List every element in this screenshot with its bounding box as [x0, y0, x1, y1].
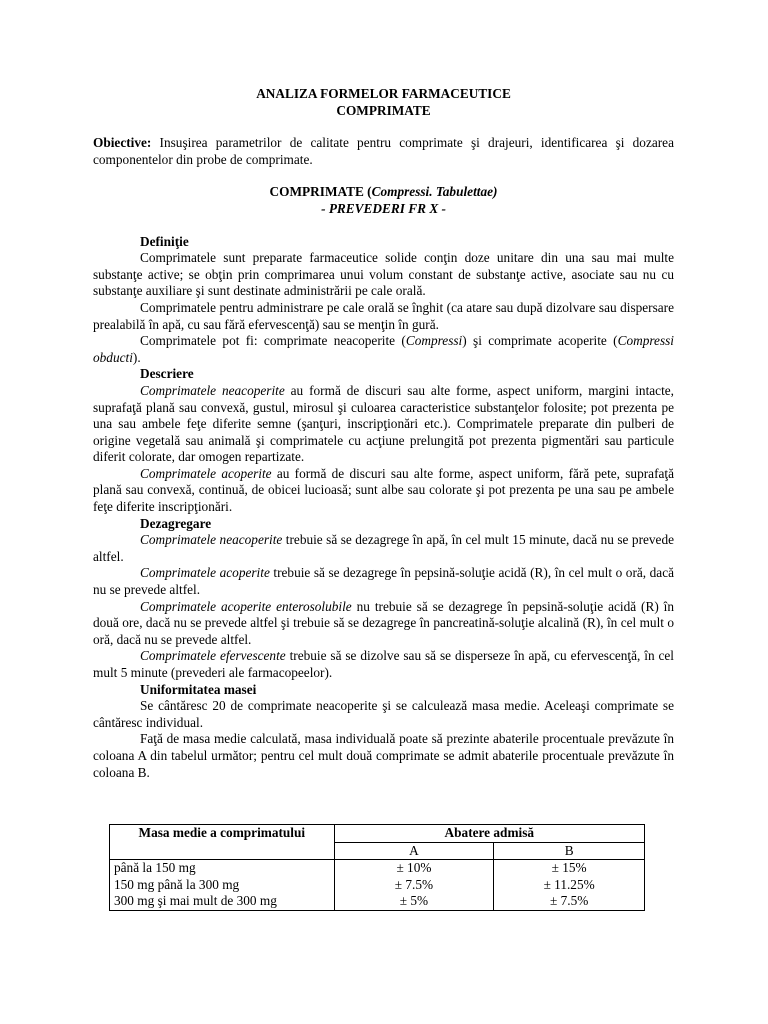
def-p3-part: ) şi comprimate acoperite (	[462, 333, 618, 349]
uniformity-heading: Uniformitatea masei	[140, 681, 257, 697]
doc-title: ANALIZA FORMELOR FARMACEUTICE	[256, 86, 511, 101]
table-row	[110, 877, 645, 894]
desc-term: Comprimatele acoperite	[140, 465, 272, 481]
cell-mass: 150 mg până la 300 mg	[110, 877, 335, 894]
uniformity-paragraph-2: Faţă de masa medie calculată, masa individuală poate să prezinte abaterile procentuale prevăzute în coloana A din tabelul următor; pentru cel mult două comprimate se admit abaterile procentuale prevăzute în coloana B.	[93, 731, 674, 780]
desc-text: au formă de discuri sau alte forme, aspect uniform, margini intacte, suprafaţă plană sau convexă, gustul, mirosul şi culoarea caracteristice substanţelor folosite; pot prezenta pe una sau ambele feţe diferite semne (şanţuri, inscripţionări etc.). Comprimatele preparate din pulberi de origine vegetală sau animală şi comprimatele cu acţiune prelungită pot prezenta pigmentări sau particule diferit colorate, dar omogen repartizate.	[93, 382, 674, 465]
def-p3-latin: Compressi	[405, 333, 463, 349]
table-row	[110, 893, 645, 910]
disaggregation-paragraph-2	[93, 565, 674, 598]
col-subheader-a: A	[334, 842, 494, 860]
table-row	[110, 860, 645, 877]
cell-mass: 300 mg şi mai mult de 300 mg	[110, 893, 335, 910]
col-header-mass: Masa medie a comprimatului	[110, 825, 335, 843]
section-title	[93, 184, 674, 201]
section-subtitle-text: - PREVEDERI FR X -	[321, 200, 446, 216]
disaggregation-paragraph-3	[93, 599, 674, 649]
objectives-paragraph	[93, 135, 674, 168]
mass-deviation-table	[109, 824, 645, 911]
cell-b: ± 11.25%	[494, 877, 645, 894]
disaggregation-heading: Dezagregare	[140, 515, 212, 531]
definition-paragraph-3	[93, 333, 674, 366]
def-p3-part: ).	[132, 349, 141, 365]
document-page	[93, 86, 674, 781]
cell-a: ± 5%	[334, 893, 494, 910]
cell-a: ± 10%	[334, 860, 494, 877]
def-p3-latin: Compressi obducti	[93, 333, 675, 365]
def-p3-part: Comprimatele pot fi: comprimate neacoperite (	[140, 333, 406, 349]
doc-subtitle: COMPRIMATE	[336, 102, 431, 118]
dez-term: Comprimatele neacoperite	[140, 532, 283, 548]
section-title-latin: Compressi. Tabulettae)	[371, 184, 498, 200]
dez-text: trebuie să se dezagrege în pepsină-soluţie acidă (R), în cel mult o oră, dacă nu se prevede altfel.	[93, 565, 674, 598]
dez-term: Comprimatele acoperite	[140, 565, 270, 581]
objectives-label: Obiective:	[93, 135, 152, 151]
disaggregation-paragraph-4	[93, 648, 674, 681]
definition-paragraph-1: Comprimatele sunt preparate farmaceutice solide conţin doze unitare din una sau mai multe substanţe active; se obţin prin comprimarea unui volum constant de substanţe active, asociate sau nu cu substanţe auxiliare şi sunt destinate administrării pe cale orală.	[93, 250, 674, 299]
cell-mass: până la 150 mg	[110, 860, 335, 877]
dez-text: trebuie să se dezagrege în apă, în cel mult 15 minute, dacă nu se prevede altfel.	[93, 532, 675, 564]
table-subheader-row	[110, 842, 645, 860]
dez-term: Comprimatele efervescente	[140, 648, 286, 664]
disaggregation-paragraph-1	[93, 532, 674, 565]
empty-cell	[110, 842, 335, 860]
table-header-row	[110, 825, 645, 843]
dez-term: Comprimatele acoperite enterosolubile	[140, 598, 352, 614]
description-paragraph-2	[93, 466, 674, 516]
col-header-deviation: Abatere admisă	[334, 825, 644, 843]
cell-a: ± 7.5%	[334, 877, 494, 894]
dez-text: trebuie să se dizolve sau să se disperseze în apă, cu efervescenţă, în cel mult 5 minute (prevederi ale farmacopeelor).	[93, 648, 674, 680]
section-subtitle	[93, 201, 674, 218]
description-heading: Descriere	[140, 366, 194, 382]
description-paragraph-1	[93, 383, 674, 466]
col-subheader-b: B	[494, 842, 645, 860]
objectives-text: Insuşirea parametrilor de calitate pentru comprimate şi drajeuri, identificarea şi dozarea componentelor din probe de comprimate.	[93, 135, 674, 167]
section-title-main: COMPRIMATE (	[269, 184, 372, 200]
cell-b: ± 7.5%	[494, 893, 645, 910]
desc-text: au formă de discuri sau alte forme, aspect uniform, fără pete, suprafaţă plană sau convexă, continuă, de obicei lucioasă; sunt albe sau colorate şi pot prezenta pe una sau pe ambele feţe diferite inscripţionări.	[93, 465, 674, 515]
definition-heading: Definiţie	[140, 233, 189, 249]
definition-paragraph-2: Comprimatele pentru administrare pe cale orală se înghit (ca atare sau după dizolvare sau dispersare prealabilă în apă, cu sau fără efervescenţă) sau se menţin în gură.	[93, 299, 674, 332]
uniformity-paragraph-1: Se cântăresc 20 de comprimate neacoperite şi se calculează masa medie. Aceleaşi comprimate se cântăresc individual.	[93, 698, 674, 730]
desc-term: Comprimatele neacoperite	[140, 382, 285, 398]
dez-text: nu trebuie să se dezagrege în pepsină-soluţie acidă (R) în două ore, dacă nu se prevede altfel şi trebuie să se dezagrege în pancreatină-soluţie alcalină (R), în cel mult o oră, dacă nu se prevede altfel.	[93, 598, 675, 647]
cell-b: ± 15%	[494, 860, 645, 877]
